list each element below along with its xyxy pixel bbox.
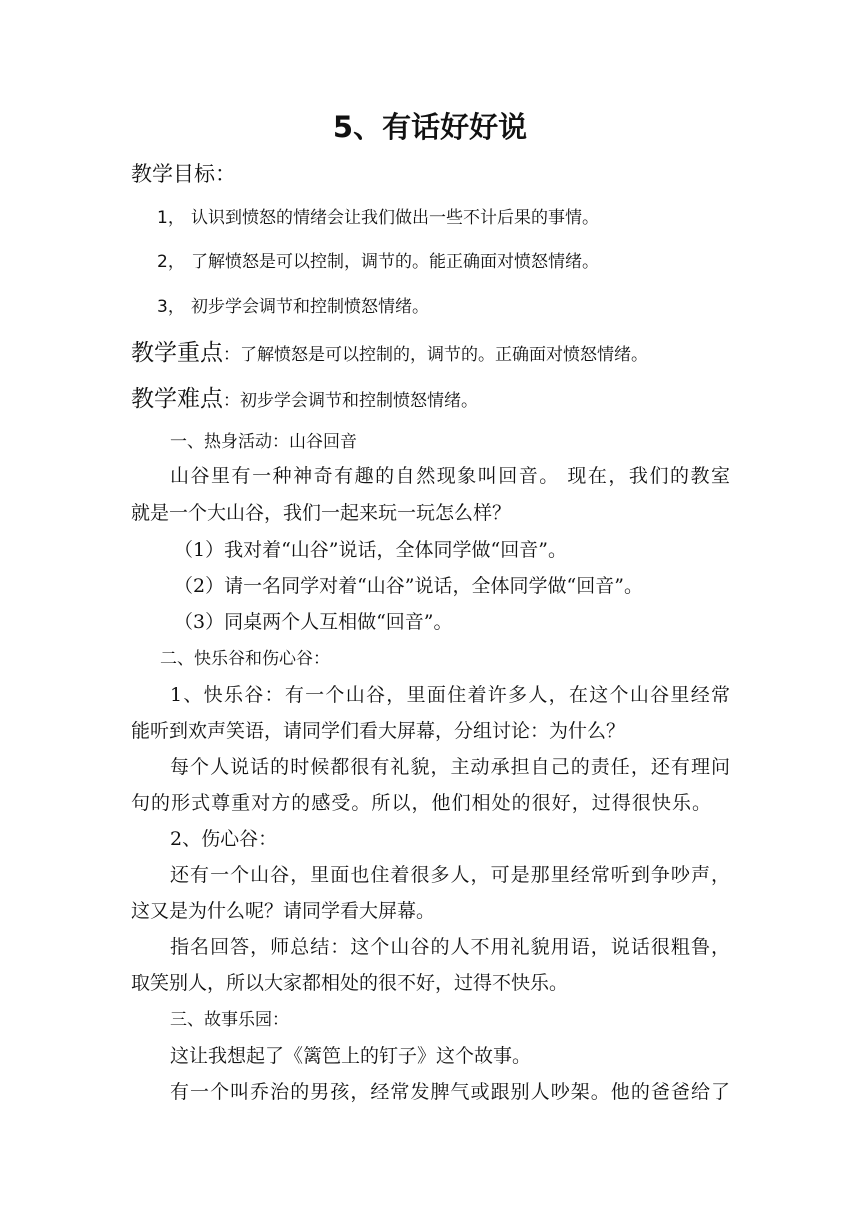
objective-text: 认识到愤怒的情绪会让我们做出一些不计后果的事情。 (191, 208, 599, 228)
subsection-heading: 2、伤心谷： (170, 828, 278, 850)
objectives-heading: 教学目标： (131, 162, 236, 186)
difficulty-label: 教学难点 (131, 386, 223, 412)
key-point-line (131, 338, 648, 370)
objective-number: 1， (157, 208, 185, 228)
objective-text: 了解愤怒是可以控制，调节的。能正确面对愤怒情绪。 (191, 252, 599, 272)
difficulty-text: ：初步学会调节和控制愤怒情绪。 (223, 391, 478, 411)
key-point-text: ：了解愤怒是可以控制的，调节的。正确面对愤怒情绪。 (223, 345, 648, 365)
section-heading: 一、热身活动：山谷回音 (170, 432, 357, 452)
paragraph-line: 这让我想起了《篱笆上的钉子》这个故事。 (170, 1045, 532, 1067)
paragraph-line: 这又是为什么呢？请同学看大屏幕。 (131, 900, 436, 922)
paragraph-line (170, 1080, 730, 1104)
paragraph-line (170, 755, 730, 779)
paragraph-line: 取笑别人，所以大家都相处的很不好，过得不快乐。 (131, 972, 569, 994)
objective-text: 初步学会调节和控制愤怒情绪。 (191, 297, 429, 317)
objective-number: 3， (157, 297, 185, 317)
paragraph-text: 还有一个山谷，里面也住着很多人，可是那里经常听到争吵声， (170, 864, 730, 886)
list-item: （1）我对着“山谷”说话，全体同学做“回音”。 (174, 539, 567, 561)
paragraph-line: 能听到欢声笑语，请同学们看大屏幕，分组讨论：为什么？ (131, 720, 626, 742)
paragraph-text: 有一个叫乔治的男孩，经常发脾气或跟别人吵架。他的爸爸给了 (170, 1081, 730, 1103)
paragraph-line (170, 863, 730, 887)
paragraph-line (131, 791, 711, 815)
paragraph-text: 山谷里有一种神奇有趣的自然现象叫回音。 现在，我们的教室 (170, 465, 730, 487)
paragraph-text: 指名回答，师总结：这个山谷的人不用礼貌用语，说话很粗鲁， (170, 936, 730, 958)
paragraph-line (170, 935, 730, 959)
paragraph-line (170, 683, 730, 707)
list-item: （3）同桌两个人互相做“回音”。 (174, 611, 453, 633)
objective-number: 2， (157, 252, 185, 272)
paragraph-text: 每个人说话的时候都很有礼貌，主动承担自己的责任，还有理问 (170, 756, 730, 778)
list-item: （2）请一名同学对着“山谷”说话，全体同学做“回音”。 (174, 575, 643, 597)
difficulty-line (131, 384, 478, 416)
paragraph-text: 1、快乐谷：有一个山谷，里面住着许多人，在这个山谷里经常 (170, 684, 730, 706)
page-title: 5、有话好好说 (332, 110, 528, 144)
key-point-label: 教学重点 (131, 340, 223, 366)
section-heading: 二、快乐谷和伤心谷： (160, 649, 330, 669)
paragraph-line: 就是一个大山谷，我们一起来玩一玩怎么样？ (131, 502, 512, 524)
section-heading: 三、故事乐园： (170, 1010, 289, 1030)
paragraph-text: 句的形式尊重对方的感受。所以，他们相处的很好，过得很快乐。 (131, 792, 711, 814)
paragraph-line (170, 464, 730, 488)
